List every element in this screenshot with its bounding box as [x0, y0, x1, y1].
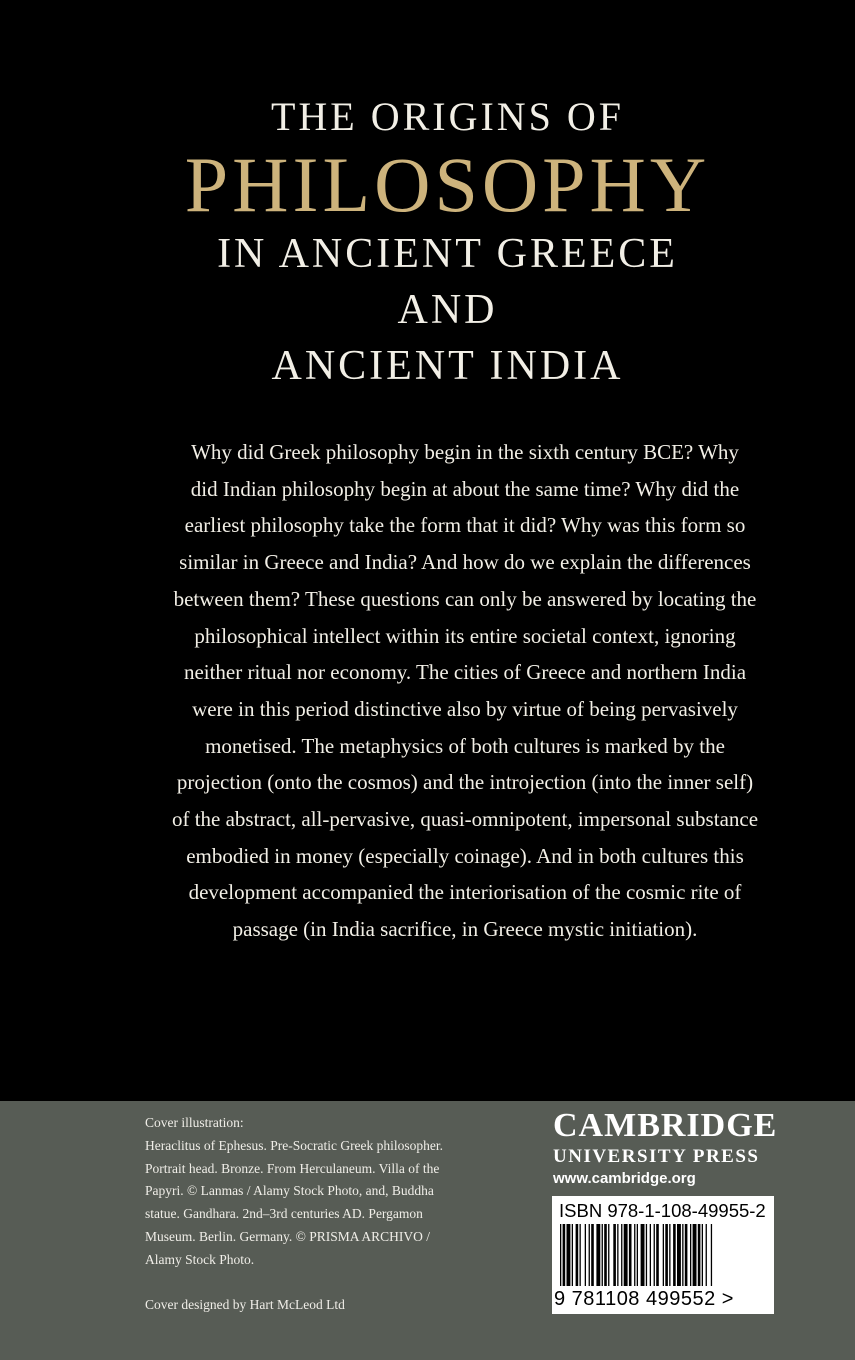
- blurb-line: projection (onto the cosmos) and the introjection (into the inner self): [176, 770, 754, 795]
- blurb-line: of the abstract, all-pervasive, quasi-omnipotent, impersonal substance: [171, 807, 759, 832]
- title-line-3: IN ANCIENT GREECE: [217, 231, 678, 277]
- title-line-1: THE ORIGINS OF: [270, 94, 625, 139]
- barcode-digits: 9 781108 499552 >: [554, 1288, 734, 1310]
- publisher-url: www.cambridge.org: [553, 1170, 696, 1187]
- credits-line: Portrait head. Bronze. From Herculaneum. Villa of the: [145, 1160, 440, 1176]
- title-line-4: AND: [397, 287, 498, 333]
- credits-line: statue. Gandhara. 2nd–3rd centuries AD. Pergamon: [145, 1206, 423, 1222]
- credits-line: Alamy Stock Photo.: [145, 1251, 255, 1267]
- isbn-barcode: [552, 1196, 774, 1314]
- title-line-2: PHILOSOPHY: [184, 141, 711, 228]
- barcode-icon: [558, 1224, 768, 1286]
- publisher-name: CAMBRIDGE: [553, 1107, 778, 1144]
- blurb-line: embodied in money (especially coinage). And in both cultures this: [186, 843, 744, 868]
- isbn-label: ISBN 978-1-108-49955-2: [559, 1200, 766, 1221]
- blurb-line: earliest philosophy take the form that it did? Why was this form so: [184, 513, 746, 538]
- blurb-line: similar in Greece and India? And how do we explain the differences: [179, 550, 751, 575]
- blurb-line: between them? These questions can only be answered by locating the: [173, 586, 757, 611]
- credits-line: Heraclitus of Ephesus. Pre-Socratic Greek philosopher.: [145, 1137, 444, 1153]
- blurb-line: neither ritual nor economy. The cities of Greece and northern India: [183, 660, 747, 685]
- publisher-press: UNIVERSITY PRESS: [553, 1146, 760, 1167]
- cover-credits: [145, 1112, 485, 1272]
- cover-designer-credit: Cover designed by Hart McLeod Ltd: [145, 1297, 345, 1312]
- blurb-line: Why did Greek philosophy begin in the sixth century BCE? Why: [191, 440, 739, 464]
- title-line-5: ANCIENT INDIA: [271, 343, 624, 389]
- blurb-line: development accompanied the interiorisation of the cosmic rite of: [188, 880, 742, 905]
- blurb-line: philosophical intellect within its entire societal context, ignoring: [194, 623, 736, 648]
- publisher-logo: [553, 1106, 778, 1190]
- book-title: [0, 90, 855, 394]
- blurb-line: did Indian philosophy begin at about the same time? Why did the: [190, 476, 740, 501]
- credits-line: Museum. Berlin. Germany. © PRISMA ARCHIVO /: [145, 1228, 431, 1244]
- blurb-line: monetised. The metaphysics of both cultures is marked by the: [205, 733, 725, 758]
- credits-line: Cover illustration:: [145, 1115, 244, 1130]
- credits-line: Papyri. © Lanmas / Alamy Stock Photo, and, Buddha: [145, 1183, 434, 1199]
- blurb-line: passage (in India sacrifice, in Greece mystic initiation).: [232, 917, 698, 942]
- book-blurb: [140, 434, 790, 948]
- blurb-line: were in this period distinctive also by virtue of being pervasively: [192, 696, 738, 721]
